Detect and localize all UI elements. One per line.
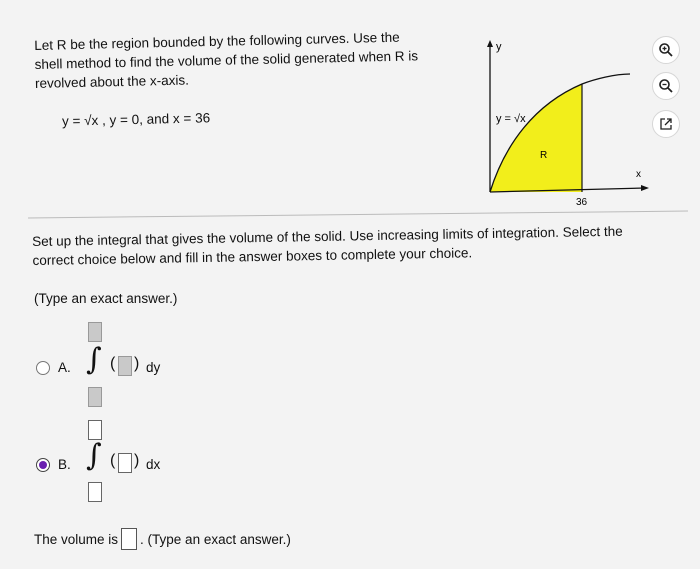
choice-b-radio[interactable] <box>36 458 50 472</box>
choice-a-open-paren: ( <box>110 355 116 372</box>
zoom-in-button[interactable] <box>652 36 680 64</box>
exact-answer-hint: (Type an exact answer.) <box>34 291 178 306</box>
problem-line-3: revolved about the x-axis. <box>34 72 190 91</box>
y-axis-arrow <box>487 40 493 47</box>
curves-equation: y = √x , y = 0, and x = 36 <box>61 110 211 129</box>
choice-b-variable: dx <box>146 457 161 472</box>
choice-b[interactable] <box>36 457 71 472</box>
curve-label: y = √x <box>496 113 526 125</box>
open-new-window-button[interactable] <box>652 110 680 138</box>
instructions <box>32 220 693 270</box>
choice-b-lower-limit-box[interactable] <box>88 482 102 502</box>
section-divider <box>28 211 688 219</box>
region-r-fill <box>490 84 582 192</box>
choice-b-open-paren: ( <box>110 452 116 469</box>
external-link-icon <box>659 117 673 131</box>
choice-b-integrand-box[interactable] <box>118 453 132 473</box>
volume-answer-box[interactable] <box>121 528 137 550</box>
zoom-out-icon <box>658 78 674 94</box>
choice-a-lower-limit-box[interactable] <box>88 387 102 407</box>
region-label: R <box>540 150 548 161</box>
zoom-out-button[interactable] <box>652 72 680 100</box>
choice-a-variable: dy <box>146 360 161 375</box>
choice-b-upper-limit-box[interactable] <box>88 420 102 440</box>
zoom-in-icon <box>658 42 674 58</box>
choice-a-integral-sign: ∫ <box>86 342 102 377</box>
x-axis-arrow <box>641 185 649 191</box>
choice-a-upper-limit-box[interactable] <box>88 322 102 342</box>
choice-a-label: A. <box>58 360 71 375</box>
volume-prefix: The volume is <box>34 531 119 547</box>
x-tick-36: 36 <box>576 197 588 208</box>
problem-line-1: Let R be the region bounded by the following curves. Use the <box>34 29 400 53</box>
instructions-line-2: correct choice below and fill in the answer boxes to complete your choice. <box>32 245 473 268</box>
choice-a-radio[interactable] <box>36 361 50 375</box>
instructions-line-1: Set up the integral that gives the volume of the solid. Use increasing limits of integration. Select the <box>32 223 623 249</box>
choice-a-integrand-box[interactable] <box>118 356 132 376</box>
choice-a[interactable] <box>36 360 71 375</box>
problem-line-2: shell method to find the volume of the solid generated when R is <box>34 48 419 72</box>
x-axis-label: x <box>636 169 641 180</box>
choice-b-integral-sign: ∫ <box>86 438 102 473</box>
choice-b-label: B. <box>58 457 71 472</box>
choice-b-close-paren: ) <box>134 452 140 469</box>
problem-statement <box>34 26 465 93</box>
choice-a-close-paren: ) <box>134 355 140 372</box>
y-axis-label: y <box>496 41 502 53</box>
volume-answer-line <box>34 528 291 550</box>
volume-suffix: . (Type an exact answer.) <box>140 531 291 547</box>
choice-b-radio-dot <box>39 461 47 469</box>
region-graph <box>470 34 655 209</box>
